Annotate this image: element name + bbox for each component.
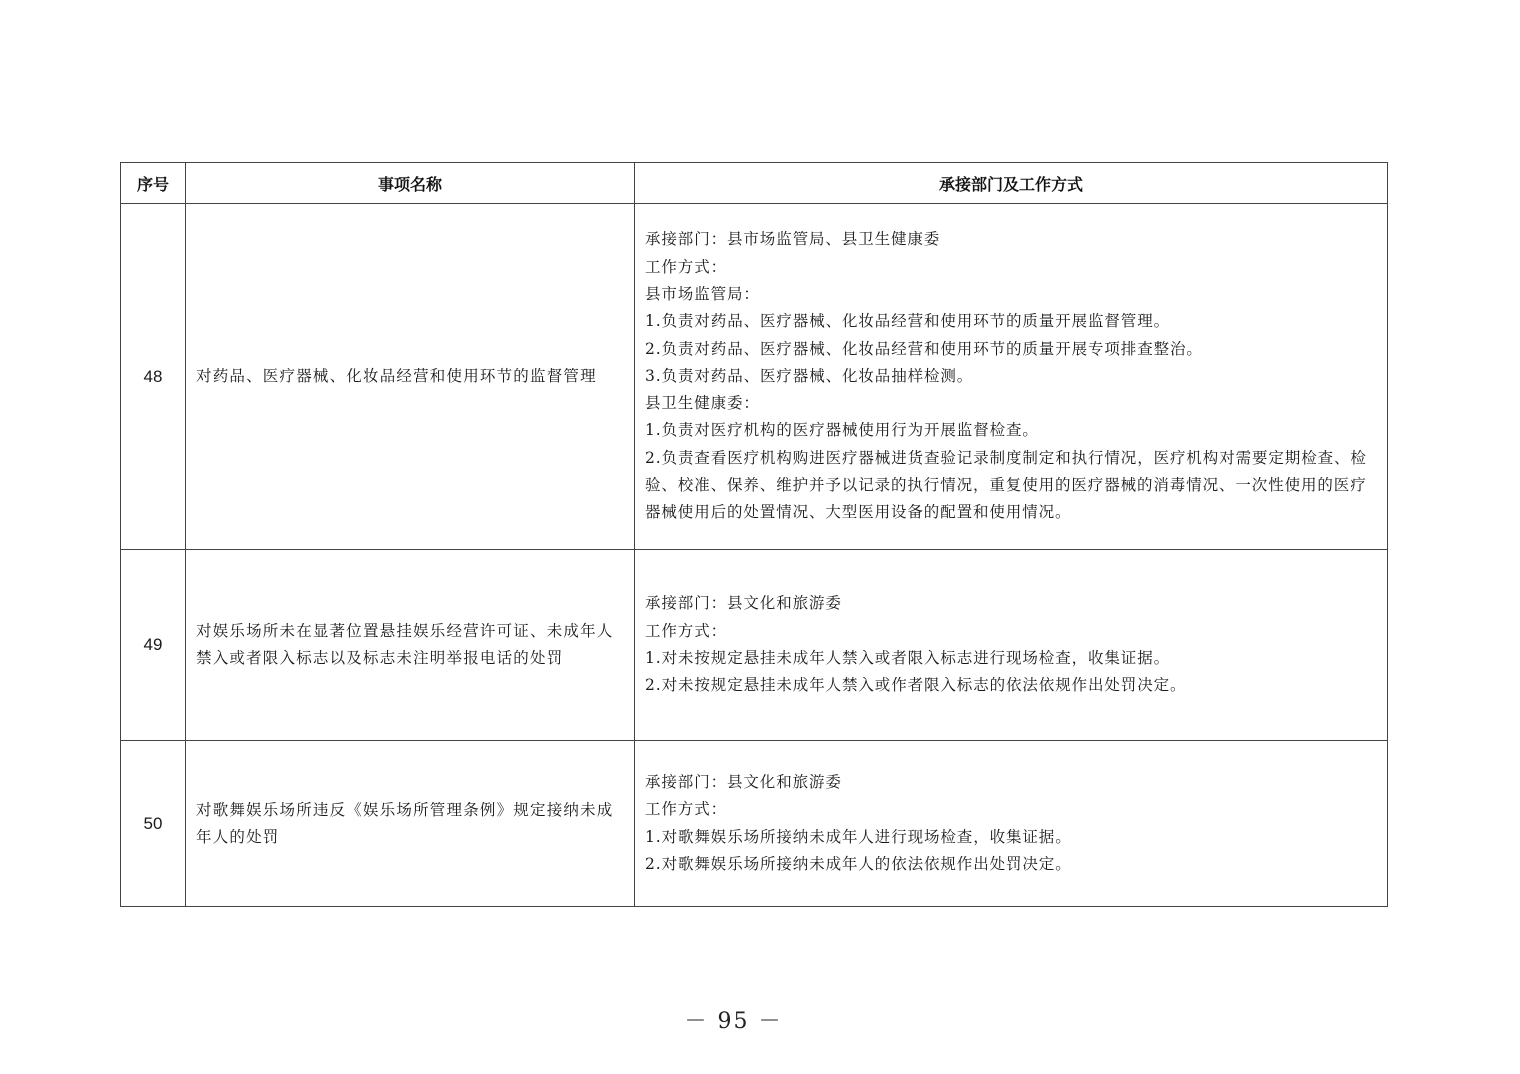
method-label: 工作方式： <box>645 621 728 640</box>
method-label: 工作方式： <box>645 257 728 276</box>
method-line: 1.负责对医疗机构的医疗器械使用行为开展监督检查。 <box>645 421 1039 440</box>
method-line: 1.负责对药品、医疗器械、化妆品经营和使用环节的质量开展监督管理。 <box>645 312 1170 331</box>
row-number: 49 <box>121 550 186 741</box>
item-name: 对药品、医疗器械、化妆品经营和使用环节的监督管理 <box>186 204 635 550</box>
document-table <box>120 162 1388 907</box>
header-dept-method: 承接部门及工作方式 <box>635 163 1388 204</box>
dept-method-cell <box>635 741 1388 907</box>
page-number: － 95 － <box>684 1009 783 1034</box>
sub-dept-heading: 县市场监管局： <box>645 284 760 303</box>
sub-dept-heading: 县卫生健康委： <box>645 394 760 413</box>
dept-line: 承接部门：县文化和旅游委 <box>645 594 842 613</box>
table-row <box>121 741 1388 907</box>
method-line: 2.对未按规定悬挂未成年人禁入或作者限入标志的依法依规作出处罚决定。 <box>645 676 1187 695</box>
header-no: 序号 <box>121 163 186 204</box>
table-row <box>121 550 1388 741</box>
method-line: 2.对歌舞娱乐场所接纳未成年人的依法依规作出处罚决定。 <box>645 854 1072 873</box>
method-line: 2.负责查看医疗机构购进医疗器械进货查验记录制度制定和执行情况，医疗机构对需要定期检查、检验、校准、保养、维护并予以记录的执行情况，重复使用的医疗器械的消毒情况、一次性使用的医疗器械使用后的处置情况、大型医用设备的配置和使用情况。 <box>645 448 1367 522</box>
dept-method-cell <box>635 204 1388 550</box>
method-line: 1.对未按规定悬挂未成年人禁入或者限入标志进行现场检查，收集证据。 <box>645 649 1170 667</box>
method-line: 1.对歌舞娱乐场所接纳未成年人进行现场检查，收集证据。 <box>645 827 1072 846</box>
row-number: 48 <box>121 204 186 550</box>
header-item-name: 事项名称 <box>186 163 635 204</box>
dept-line: 承接部门：县文化和旅游委 <box>645 772 842 791</box>
item-name: 对歌舞娱乐场所违反《娱乐场所管理条例》规定接纳未成年人的处罚 <box>186 741 635 907</box>
row-number: 50 <box>121 741 186 907</box>
table-header-row <box>121 163 1388 204</box>
method-label: 工作方式： <box>645 800 728 819</box>
table-row <box>121 204 1388 550</box>
method-line: 3.负责对药品、医疗器械、化妆品抽样检测。 <box>645 366 974 385</box>
item-name: 对娱乐场所未在显著位置悬挂娱乐经营许可证、未成年人禁入或者限入标志以及标志未注明举报电话的处罚 <box>186 550 635 741</box>
dept-line: 承接部门：县市场监管局、县卫生健康委 <box>645 230 941 249</box>
dept-method-cell <box>635 550 1388 741</box>
method-line: 2.负责对药品、医疗器械、化妆品经营和使用环节的质量开展专项排查整治。 <box>645 339 1203 358</box>
